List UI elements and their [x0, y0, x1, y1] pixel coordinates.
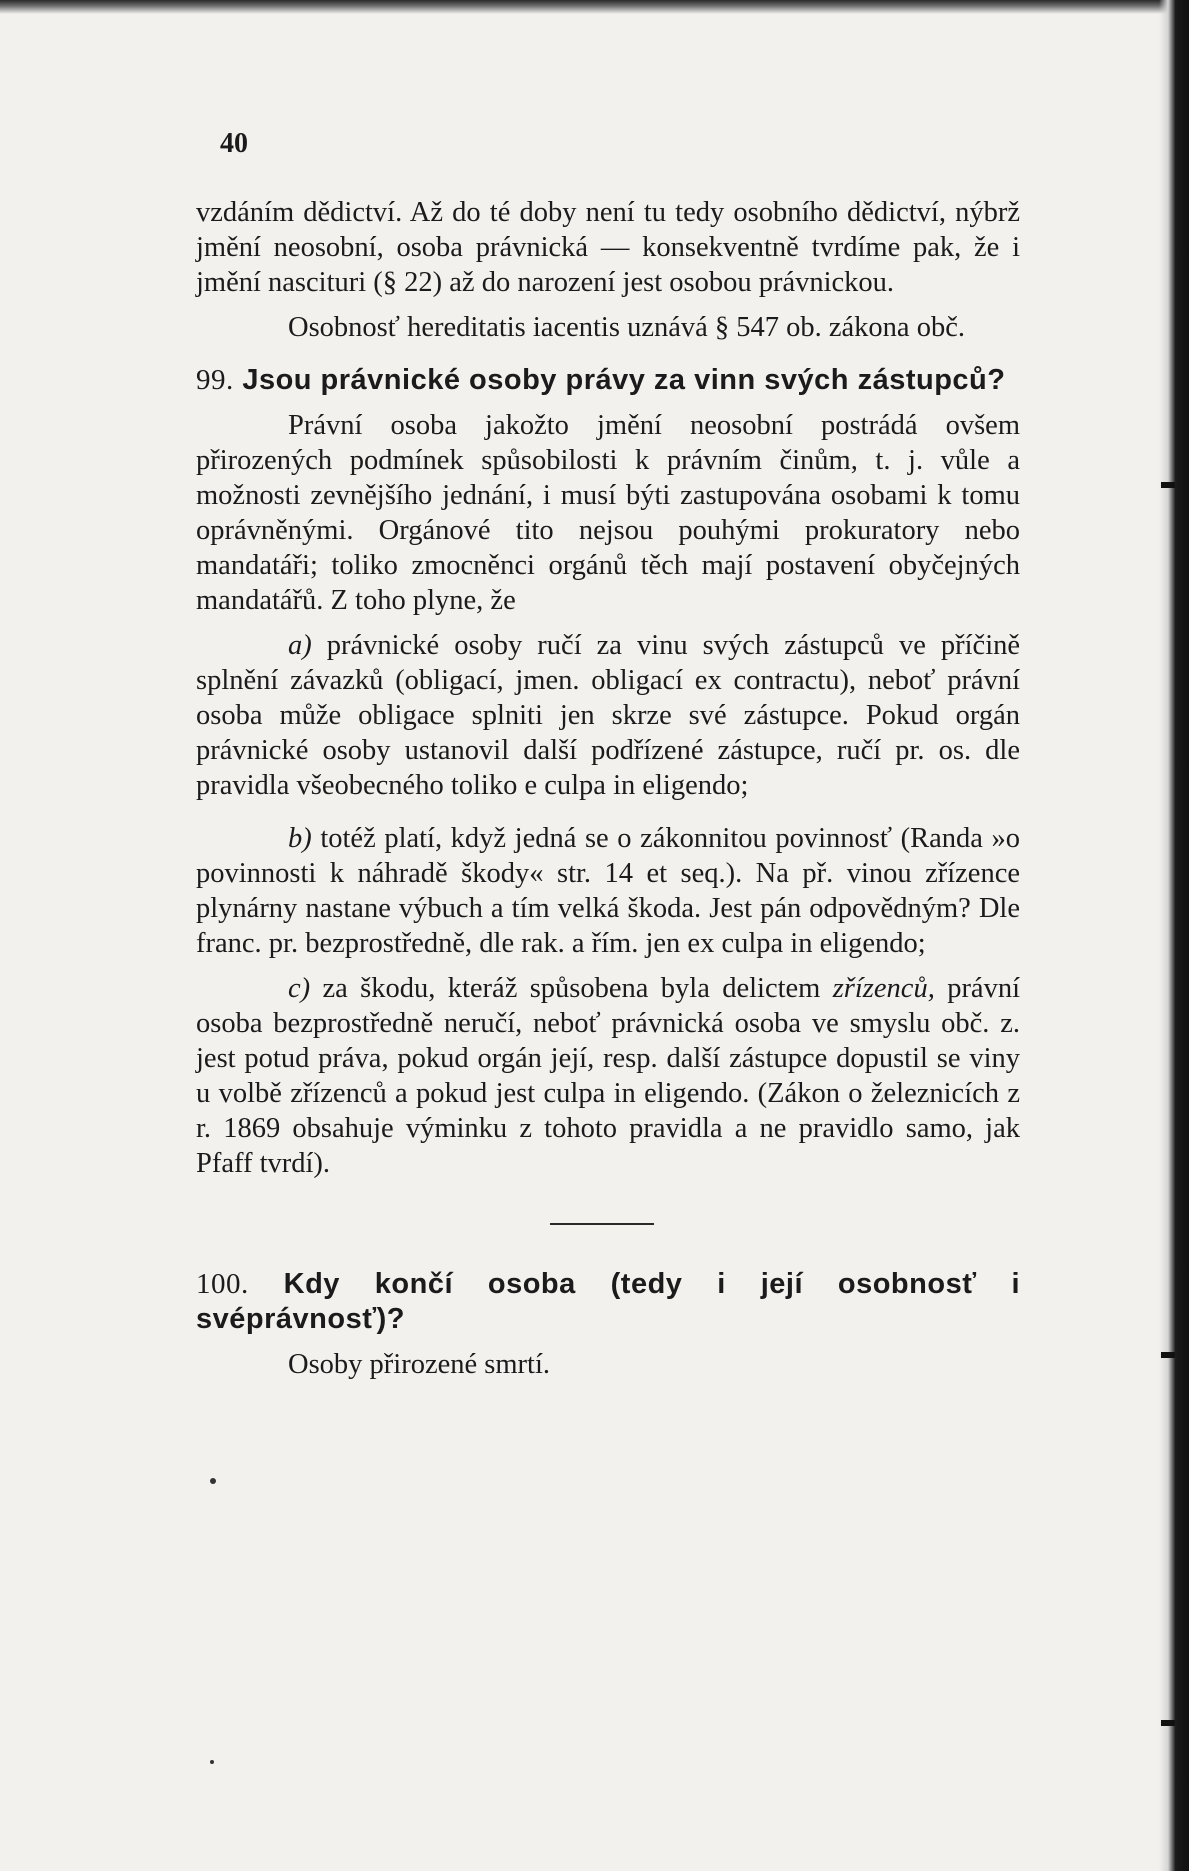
question-100-heading [196, 1267, 1020, 1337]
item-c-text-post: právní osoba bezprostředně neručí, neboť právnická osoba ve smyslu obč. z. jest potud práva, pokud orgán její, resp. další zástupce dopustil se viny u volbě zřízenců a pokud jest culpa in eligendo. (Zákon o železnicích z r. 1869 obsahuje výminku z tohoto pravidla a ne pravidlo samo, jak Pfaff tvrdí). [196, 973, 1020, 1179]
item-a-label: a) [288, 630, 312, 661]
question-99-title: Jsou právnické osoby právy za vinn svých zástupců? [242, 364, 1006, 396]
question-99-heading [196, 363, 1020, 398]
question-99-number: 99. [196, 364, 234, 396]
edge-mark [1161, 482, 1175, 488]
page-body [196, 195, 1020, 1382]
item-b-label: b) [288, 823, 312, 854]
paragraph-osobnost: Osobnosť hereditatis iacentis uznává § 547 ob. zákona obč. [288, 312, 965, 343]
question-99-item-c [196, 971, 1020, 1181]
continuation-paragraph: vzdáním dědictví. Až do té doby není tu tedy osobního dědictví, nýbrž jmění neosobní, osoba právnická — konsekventně tvrdíme pak, že i jmění nascituri (§ 22) až do narození jest osobou právnickou. [196, 197, 1020, 298]
item-c-emphasis: zřízenců, [832, 973, 935, 1004]
question-99-item-a [196, 628, 1020, 803]
item-b-text: totéž platí, když jedná se o zákonnitou povinnosť (Randa »o povinnosti k náhradě škody« str. 14 et seq.). Na př. vinou zřízence plynárny nastane výbuch a tím velká škoda. Jest pán odpovědným? Dle franc. pr. bezprostředně, dle rak. a řím. jen ex culpa in eligendo; [196, 823, 1020, 959]
question-100-number: 100. [196, 1268, 249, 1300]
question-100-title: Kdy končí osoba (tedy i její osobnosť i svéprávnosť)? [196, 1268, 1021, 1335]
item-c-text-pre: za škodu, kteráž spůsobena byla delictem [322, 973, 821, 1004]
edge-mark [1161, 1352, 1175, 1358]
item-a-text: právnické osoby ručí za vinu svých zástupců ve příčině splnění závazků (obligací, jmen. obligací ex contractu), neboť právní osoba může obligace splniti jen skrze své zástupce. Pokud orgán právnické osoby ustanovil další podřízené zástupce, ručí pr. os. dle pravidla všeobecného toliko e culpa in eligendo; [196, 630, 1021, 801]
question-99-item-b [196, 821, 1020, 961]
page-top-edge [0, 0, 1189, 14]
question-100-answer: Osoby přirozené smrtí. [288, 1349, 550, 1380]
print-speck [210, 1478, 216, 1484]
question-99-intro: Právní osoba jakožto jmění neosobní postrádá ovšem přirozených podmínek spůsobilosti k právním činům, t. j. vůle a možnosti zevnějšího jednání, i musí býti zastupována osobami k tomu oprávněnými. Orgánové tito nejsou pouhými prokuratory nebo mandatáři; toliko zmocněnci orgánů těch mají postavení obyčejných mandatářů. Z toho plyne, že [196, 410, 1020, 616]
page-number: 40 [220, 128, 248, 159]
print-speck [210, 1760, 214, 1764]
page-binding-edge [1159, 0, 1189, 1871]
edge-mark [1161, 1720, 1175, 1726]
item-c-label: c) [288, 973, 311, 1004]
